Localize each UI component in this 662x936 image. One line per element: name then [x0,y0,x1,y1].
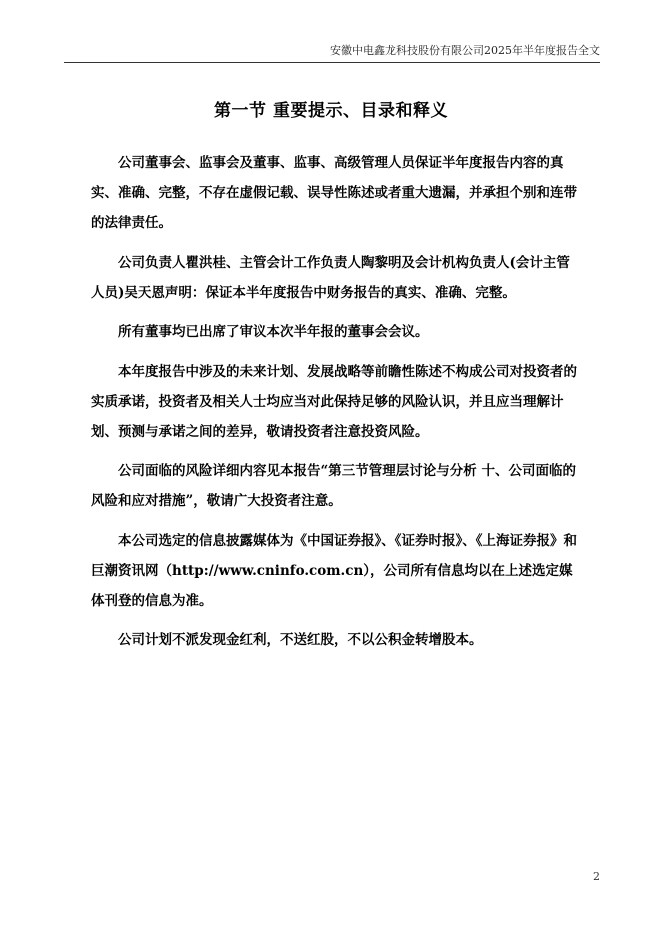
paragraph-2: 公司负责人瞿洪桂、主管会计工作负责人陶黎明及会计机构负责人(会计主管人员)吴天恩声明：保证本半年度报告中财务报告的真实、准确、完整。 [91,254,570,301]
section-title: 第一节 重要提示、目录和释义 [214,101,448,121]
paragraph-1: 公司董事会、监事会及董事、监事、高级管理人员保证半年度报告内容的真实、准确、完整，不存在虚假记载、误导性陈述或者重大遗漏，并承担个别和连带的法律责任。 [91,155,577,231]
document-body [91,148,580,665]
paragraph-3: 所有董事均已出席了审议本次半年报的董事会会议。 [118,324,429,340]
paragraph-7: 公司计划不派发现金红利，不送红股，不以公积金转增股本。 [118,632,483,648]
paragraph-5: 公司面临的风险详细内容见本报告“第三节管理层讨论与分析 十、公司面临的风险和应对措施”，敬请广大投资者注意。 [91,463,576,509]
paragraph-6: 本公司选定的信息披露媒体为《中国证券报》、《证券时报》、《上海证券报》和巨潮资讯网（http://www.cninfo.com.cn），公司所有信息均以在上述选定媒体刊登的信息为准。 [91,532,577,609]
header-text: 安徽中电鑫龙科技股份有限公司2025年半年度报告全文 [330,44,600,57]
page-number: 2 [593,870,600,883]
page-header [64,42,600,63]
paragraph-4: 本年度报告中涉及的未来计划、发展战略等前瞻性陈述不构成公司对投资者的实质承诺，投资者及相关人士均应当对此保持足够的风险认识，并且应当理解计划、预测与承诺之间的差异，敬请投资者注意投资风险。 [91,363,577,440]
